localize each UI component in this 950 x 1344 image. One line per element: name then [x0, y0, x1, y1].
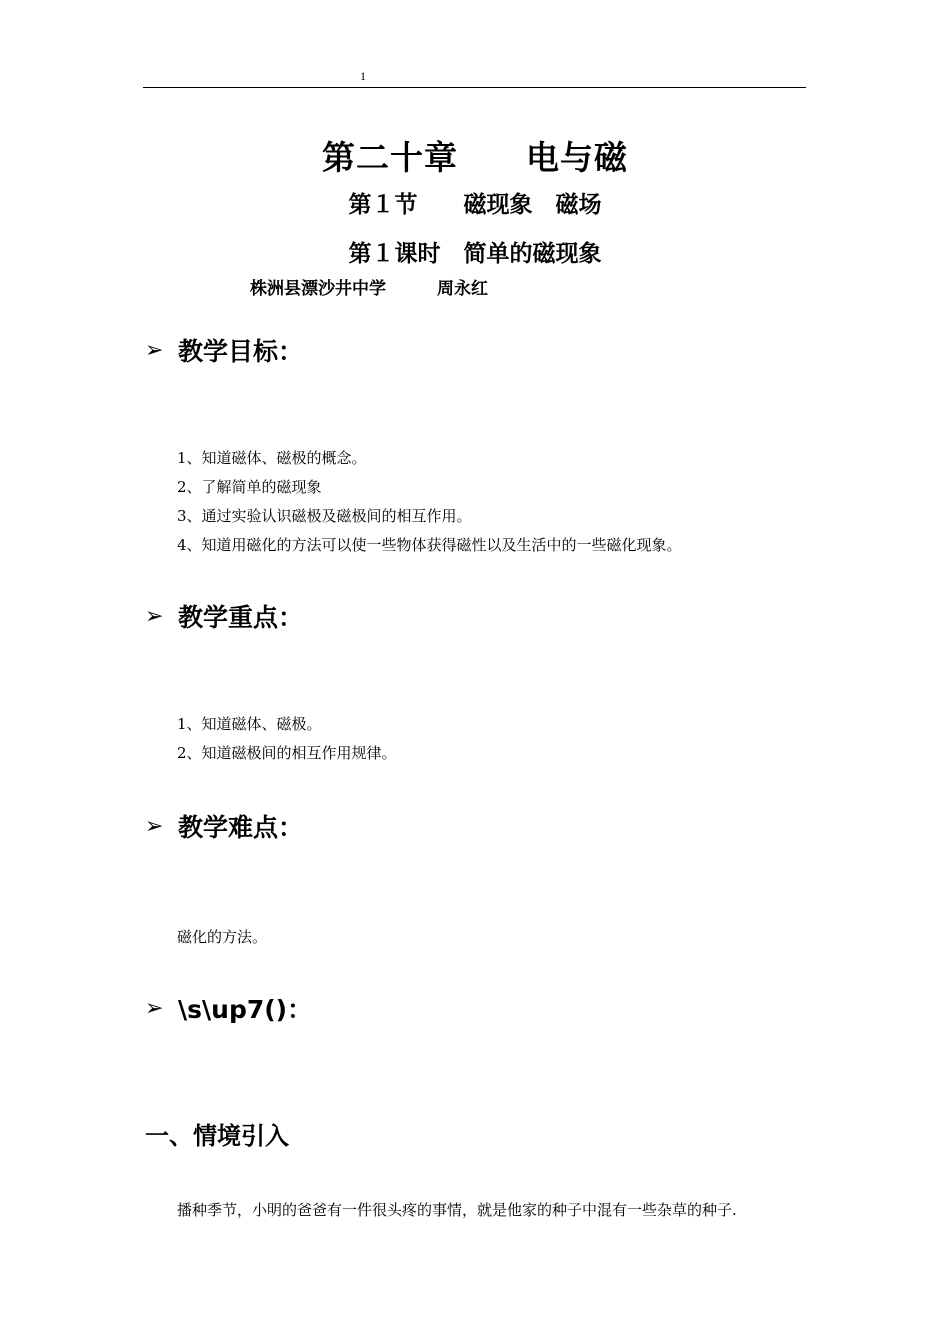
part-one-text: 播种季节，小明的爸爸有一件很头疼的事情，就是他家的种子中混有一些杂草的种子.	[177, 1201, 737, 1219]
list-item: 1、知道磁体、磁极。	[177, 715, 322, 733]
arrow-bullet-icon: ➢	[145, 603, 164, 629]
lesson-title: 第１课时 简单的磁现象	[348, 241, 602, 267]
chapter-title: 第二十章 电与磁	[322, 138, 628, 177]
field-code-heading-text: \s\up7()：	[178, 995, 313, 1024]
field-code-heading	[145, 990, 312, 1026]
arrow-bullet-icon: ➢	[145, 813, 164, 839]
key-points-list	[177, 710, 397, 768]
page-number: 1	[360, 69, 366, 83]
difficulties-heading-text: 教学难点：	[178, 813, 304, 842]
goals-heading	[145, 332, 303, 368]
list-item: 4、知道用磁化的方法可以使一些物体获得磁性以及生活中的一些磁化现象。	[177, 536, 682, 554]
difficulties-text: 磁化的方法。	[177, 928, 268, 946]
part-one-title: 一、情境引入	[145, 1122, 289, 1150]
list-item: 2、了解简单的磁现象	[177, 478, 322, 496]
section-title: 第１节 磁现象 磁场	[348, 192, 602, 218]
key-points-heading	[145, 598, 303, 634]
goals-heading-text: 教学目标：	[178, 337, 304, 366]
list-item: 2、知道磁极间的相互作用规律。	[177, 744, 397, 762]
goals-list	[177, 444, 682, 560]
key-points-heading-text: 教学重点：	[178, 603, 304, 632]
author-line: 株洲县漂沙井中学 周永红	[250, 279, 488, 299]
arrow-bullet-icon: ➢	[145, 337, 164, 363]
difficulties-heading	[145, 808, 303, 844]
list-item: 3、通过实验认识磁极及磁极间的相互作用。	[177, 507, 472, 525]
header-rule	[143, 87, 806, 88]
arrow-bullet-icon: ➢	[145, 995, 164, 1021]
list-item: 1、知道磁体、磁极的概念。	[177, 449, 367, 467]
